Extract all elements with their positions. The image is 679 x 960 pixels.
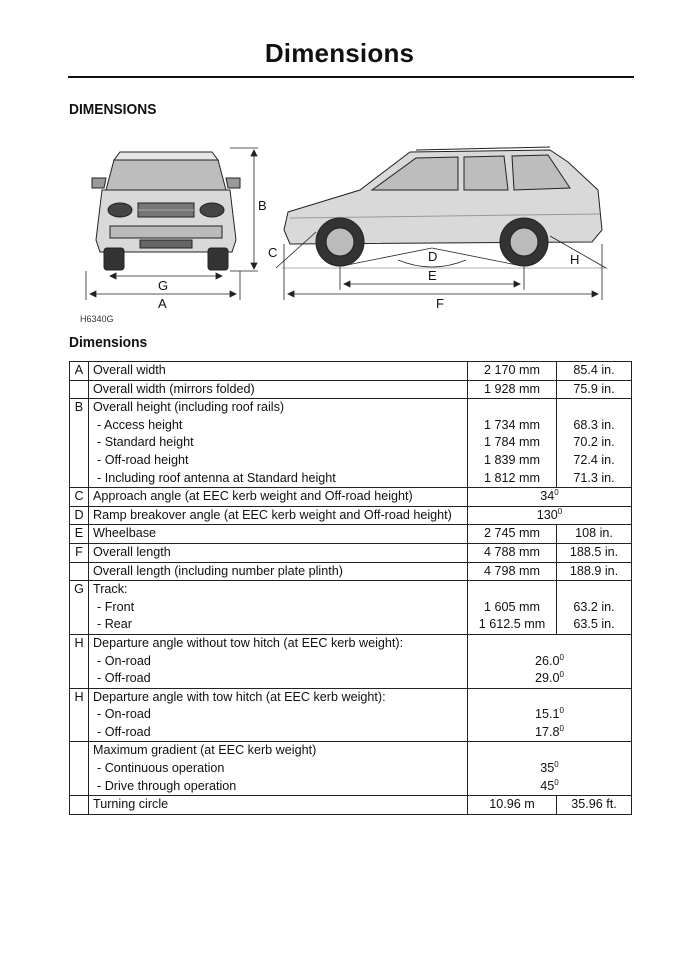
table-row [70, 562, 632, 581]
sub-imperial: 63.5 in. [573, 617, 615, 632]
row-description [89, 742, 468, 796]
sub-metric: 1 605 mm [484, 599, 540, 614]
title-rule [68, 76, 634, 78]
sub-description: - Drive through operation [97, 778, 237, 793]
row-imperial: 75.9 in. [557, 380, 632, 399]
sub-angle [472, 706, 627, 724]
row-description-text: Overall length [93, 544, 171, 559]
row-description [89, 506, 468, 525]
table-row [70, 362, 632, 381]
angle-value: 15.1 [535, 707, 560, 722]
row-key: H [70, 688, 89, 742]
row-description-text: Turning circle [93, 797, 169, 812]
angle-value: 45 [540, 778, 555, 793]
row-key: E [70, 525, 89, 544]
sub-description: - Standard height [97, 435, 194, 450]
row-metric: 2 170 mm [468, 362, 557, 381]
row-description-text: Wheelbase [93, 526, 157, 541]
spacer [472, 399, 552, 417]
row-metric: 2 745 mm [468, 525, 557, 544]
row-metric [468, 581, 557, 635]
table-row [70, 525, 632, 544]
degree-mark: 0 [554, 777, 559, 787]
table-row [70, 488, 632, 507]
sub-imperial: 72.4 in. [573, 452, 615, 467]
row-description-text: Maximum gradient (at EEC kerb weight) [93, 743, 317, 758]
sub-description: - Front [97, 599, 135, 614]
row-description-text: Overall height (including roof rails) [93, 400, 285, 415]
row-key: B [70, 399, 89, 488]
row-description [89, 634, 468, 688]
row-description [89, 796, 468, 815]
row-description [89, 488, 468, 507]
angle-value: 34 [540, 489, 555, 504]
side-view-vehicle [284, 147, 602, 266]
row-key [70, 796, 89, 815]
degree-mark: 0 [559, 706, 564, 716]
sub-description: - Rear [97, 617, 132, 632]
row-angle [472, 507, 627, 525]
table-row [70, 543, 632, 562]
angle-value: 130 [536, 507, 558, 522]
row-metric: 10.96 m [468, 796, 557, 815]
table-row [70, 742, 632, 796]
row-imperial: 85.4 in. [557, 362, 632, 381]
angle-value: 26.0 [535, 653, 560, 668]
row-description-text: Approach angle (at EEC kerb weight and Off-road height) [93, 489, 413, 504]
angle-value: 29.0 [535, 671, 560, 686]
degree-mark: 0 [554, 488, 559, 498]
figure-reference: H6340G [80, 314, 114, 324]
degree-mark: 0 [559, 723, 564, 733]
spacer [472, 635, 627, 653]
row-imperial [557, 581, 632, 635]
row-metric: 4 788 mm [468, 543, 557, 562]
row-key [70, 742, 89, 796]
row-description [89, 688, 468, 742]
sub-angle [472, 724, 627, 742]
table-row [70, 634, 632, 688]
sub-description: - Access height [97, 417, 183, 432]
table-row [70, 399, 632, 488]
degree-mark: 0 [554, 760, 559, 770]
sub-metric: 1 612.5 mm [478, 617, 546, 632]
sub-imperial: 71.3 in. [573, 470, 615, 485]
row-description-text: Ramp breakover angle (at EEC kerb weight and Off-road height) [93, 507, 452, 522]
row-description-text: Departure angle with tow hitch (at EEC kerb weight): [93, 689, 386, 704]
row-imperial: 108 in. [557, 525, 632, 544]
spacer [561, 581, 627, 599]
row-key: G [70, 581, 89, 635]
row-metric: 1 928 mm [468, 380, 557, 399]
front-view-vehicle [92, 152, 240, 270]
row-imperial: 188.9 in. [557, 562, 632, 581]
dimensions-table [69, 361, 632, 815]
row-key: A [70, 362, 89, 381]
row-description-text: Departure angle without tow hitch (at EEC kerb weight): [93, 635, 404, 650]
label-d: D [428, 249, 438, 264]
label-c: C [268, 245, 278, 260]
row-metric [468, 742, 632, 796]
label-e: E [428, 268, 437, 283]
table-row [70, 796, 632, 815]
table-row [70, 506, 632, 525]
row-key: D [70, 506, 89, 525]
page-title: Dimensions [264, 38, 415, 68]
label-a: A [158, 296, 167, 311]
sub-angle [472, 670, 627, 688]
row-description-text: Overall width [93, 363, 166, 377]
sub-description: - On-road [97, 707, 151, 722]
degree-mark: 0 [559, 652, 564, 662]
angle-value: 17.8 [535, 724, 560, 739]
table-heading: Dimensions [69, 334, 148, 351]
row-description [89, 562, 468, 581]
row-key [70, 380, 89, 399]
row-key: H [70, 634, 89, 688]
table-row [70, 380, 632, 399]
sub-description: - On-road [97, 653, 151, 668]
row-description-text: Overall length (including number plate plinth) [93, 563, 343, 578]
spacer [472, 581, 552, 599]
table-row [70, 581, 632, 635]
row-imperial [557, 399, 632, 488]
degree-mark: 0 [559, 670, 564, 680]
sub-imperial: 70.2 in. [573, 435, 615, 450]
sub-angle [472, 778, 627, 796]
row-description [89, 362, 468, 381]
row-description [89, 543, 468, 562]
row-metric [468, 688, 632, 742]
row-description-text: Track: [93, 582, 128, 597]
table-row [70, 688, 632, 742]
row-description [89, 380, 468, 399]
sub-imperial: 63.2 in. [573, 599, 615, 614]
label-h: H [570, 252, 580, 267]
spacer [472, 689, 627, 707]
row-angle [472, 488, 627, 506]
sub-description: - Off-road [97, 671, 151, 686]
row-imperial: 188.5 in. [557, 543, 632, 562]
sub-angle [472, 760, 627, 778]
row-metric [468, 399, 557, 488]
spacer [561, 399, 627, 417]
row-metric [468, 634, 632, 688]
vehicle-dimensions-figure [80, 140, 620, 330]
row-key: F [70, 543, 89, 562]
row-description [89, 399, 468, 488]
row-value [468, 506, 632, 525]
row-value [468, 488, 632, 507]
row-description-text: Overall width (mirrors folded) [93, 381, 255, 396]
degree-mark: 0 [557, 506, 563, 516]
row-metric: 4 798 mm [468, 562, 557, 581]
row-key [70, 562, 89, 581]
spacer [472, 742, 627, 760]
sub-metric: 1 734 mm [484, 417, 540, 432]
sub-description: - Off-road height [97, 452, 189, 467]
row-key: C [70, 488, 89, 507]
row-description [89, 525, 468, 544]
sub-angle [472, 653, 627, 671]
section-heading: DIMENSIONS [69, 101, 157, 118]
sub-metric: 1 784 mm [484, 435, 540, 450]
angle-value: 35 [540, 761, 555, 776]
sub-description: - Continuous operation [97, 761, 225, 776]
sub-description: - Off-road [97, 724, 151, 739]
sub-imperial: 68.3 in. [573, 417, 615, 432]
sub-metric: 1 839 mm [484, 452, 540, 467]
row-imperial: 35.96 ft. [557, 796, 632, 815]
label-b: B [258, 198, 267, 213]
sub-description: - Including roof antenna at Standard height [97, 470, 336, 485]
sub-metric: 1 812 mm [484, 470, 540, 485]
label-g: G [158, 278, 169, 293]
row-description [89, 581, 468, 635]
label-f: F [436, 296, 444, 311]
